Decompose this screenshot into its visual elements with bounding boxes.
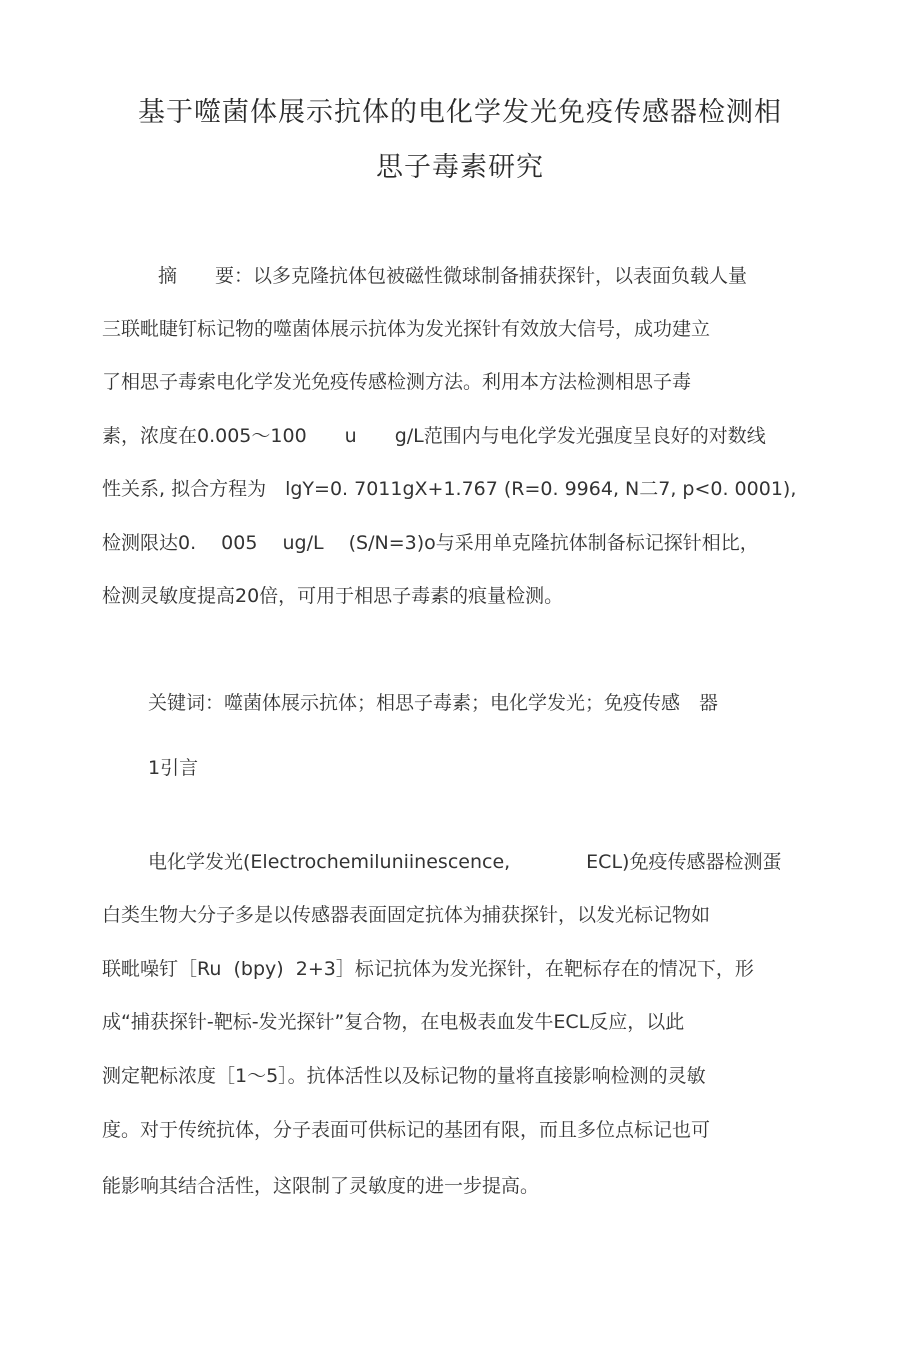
abstract-line-6: 检测限达0. 005 ug/L (S/N=3)o与采用单克隆抗体制备标记探针相比， bbox=[102, 532, 759, 554]
intro-line-3: 联毗噪钉［Ru (bpy) 2+3］标记抗体为发光探针，在靶标存在的情况下，形 bbox=[102, 958, 754, 980]
intro-line-2: 白类生物大分子多是以传感器表面固定抗体为捕获探针，以发光标记物如 bbox=[102, 904, 711, 926]
abstract-line-1 bbox=[158, 264, 747, 288]
title-line-1: 基于噬菌体展示抗体的电化学发光免疫传感器检测相 bbox=[138, 97, 782, 128]
section-heading-introduction: 1引言 bbox=[148, 757, 199, 779]
abstract-line-2: 三联毗睫钉标记物的噬菌体展示抗体为发光探针有效放大信号，成功建立 bbox=[102, 318, 711, 340]
abstract-label: 摘 要： bbox=[158, 265, 254, 287]
intro-line-4: 成“捕获探针-靶标-发光探针”复合物，在电极表血发牛ECL反应，以此 bbox=[102, 1011, 685, 1033]
intro-line-6: 度。对于传统抗体，分子表面可供标记的基团有限，而且多位点标记也可 bbox=[102, 1119, 711, 1141]
abstract-line-5: 性关系, 拟合方程为 lgY=0. 7011gX+1.767 (R=0. 9964, N二7, p<0. 0001), bbox=[102, 478, 797, 500]
abstract-line-3: 了相思子毒索电化学发光免疫传感检测方法。利用本方法检测相思子毒 bbox=[102, 371, 692, 393]
keywords: 关键词：噬菌体展示抗体；相思子毒素；电化学发光；免疫传感 器 bbox=[148, 692, 719, 714]
abstract-line-7: 检测灵敏度提高20倍，可用于相思子毒素的痕量检测。 bbox=[102, 585, 564, 607]
abstract-line-4: 素，浓度在0.005～100 u g/L范围内与电化学发光强度呈良好的对数线 bbox=[102, 425, 766, 447]
intro-line-5: 测定靶标浓度［1～5］。抗体活性以及标记物的量将直接影响检测的灵敏 bbox=[102, 1065, 706, 1087]
intro-line-7: 能影响其结合活性，这限制了灵敏度的进一步提高。 bbox=[102, 1175, 540, 1197]
abstract-text: 以多克隆抗体包被磁性微球制备捕获探针，以表面负载人量 bbox=[253, 265, 748, 287]
title-line-2: 思子毒素研究 bbox=[376, 152, 544, 183]
intro-line-1: 电化学发光(Electrochemiluniinescence, ECL)免疫传感器检测蛋 bbox=[148, 851, 782, 873]
